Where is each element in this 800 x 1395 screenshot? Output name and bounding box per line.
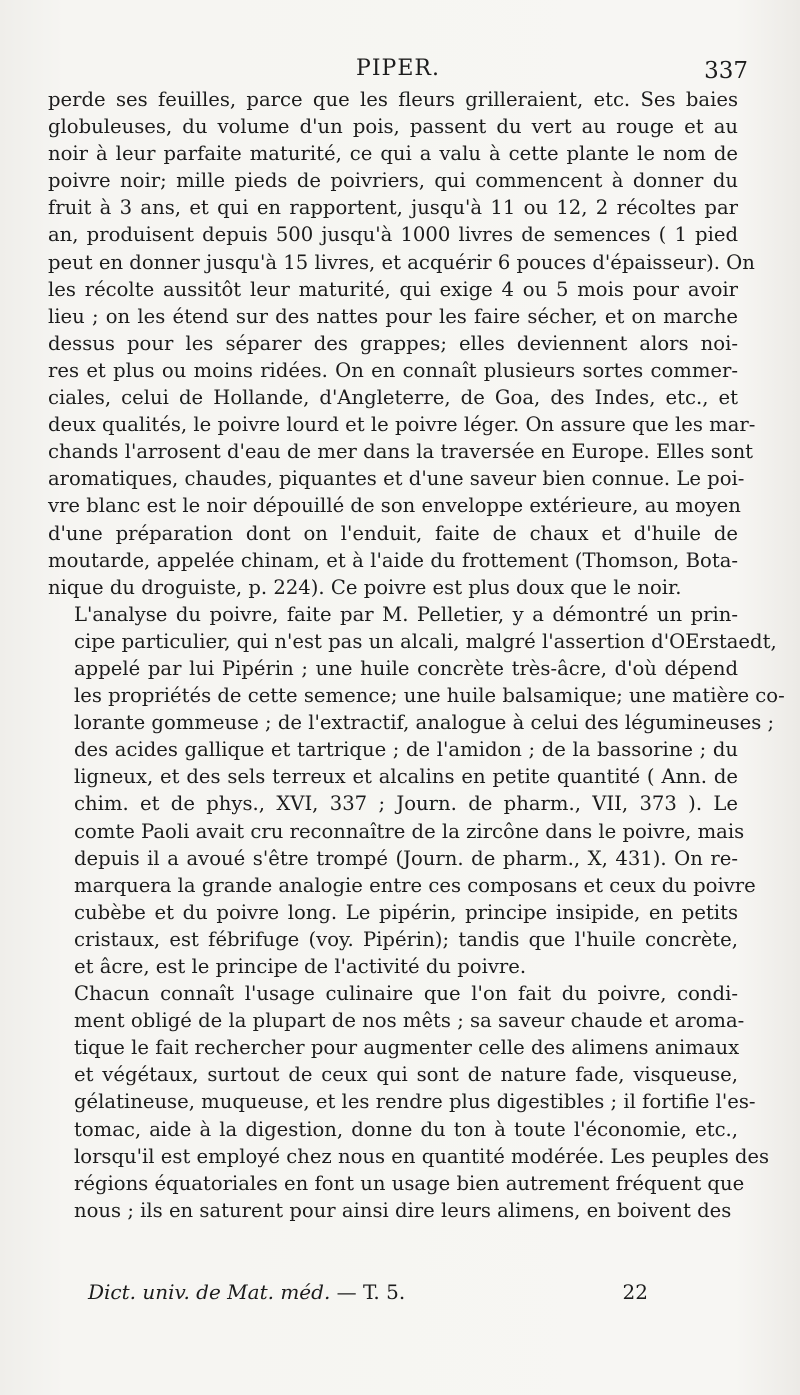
text-line: lorsqu'il est employé chez nous en quantité modérée. Les peuples des [74,1144,770,1168]
text-line: ment obligé de la plupart de nos mêts ; sa saveur chaude et aroma- [74,1009,745,1033]
text-line: régions équatoriales en font un usage bien autrement fréquent que [74,1171,745,1195]
text-line: nique du droguiste, p. 224). Ce poivre est plus doux que le noir. [48,575,682,599]
text-line: gélatineuse, muqueuse, et les rendre plus digestibles ; il fortifie l'es- [74,1090,756,1114]
text-line: cubèbe et du poivre long. Le pipérin, principe insipide, en petits [74,900,738,924]
text-line: cristaux, est fébrifuge (voy. Pipérin); tandis que l'huile concrète, [74,927,738,951]
signature-volume: — T. 5. [336,1280,406,1304]
signature-title: Dict. univ. de Mat. méd. [88,1280,331,1304]
text-line: noir à leur parfaite maturité, ce qui a valu à cette plante le nom de [48,142,738,166]
text-line: fruit à 3 ans, et qui en rapportent, jusqu'à 11 ou 12, 2 récoltes par [48,196,738,220]
text-line: lorante gommeuse ; de l'extractif, analogue à celui des légumineuses ; [74,711,775,735]
text-line: les propriétés de cette semence; une huile balsamique; une matière co- [74,684,785,708]
text-line: chands l'arrosent d'eau de mer dans la traversée en Europe. Elles sont [48,440,754,464]
text-line: L'analyse du poivre, faite par M. Pelletier, y a démontré un prin- [74,602,738,626]
text-line: perde ses feuilles, parce que les fleurs grilleraient, etc. Ses baies [48,88,738,111]
paragraph-pepper-analysis [48,601,785,980]
text-line: lieu ; on les étend sur des nattes pour les faire sécher, et on marche [48,304,738,328]
page-footer [88,1280,648,1310]
text-line: ciales, celui de Hollande, d'Angleterre, de Goa, des Indes, etc., et [48,386,738,410]
text-line: chim. et de phys., XVI, 337 ; Journ. de pharm., VII, 373 ). Le [74,792,738,816]
body-text [48,86,785,1224]
text-line: les récolte aussitôt leur maturité, qui exige 4 ou 5 mois pour avoir [48,277,738,301]
text-line: vre blanc est le noir dépouillé de son enveloppe extérieure, au moyen [48,494,741,518]
paragraph-pepper-cultivation [48,86,756,601]
text-line: marquera la grande analogie entre ces composans et ceux du poivre [74,873,756,897]
running-title: PIPER. [356,56,440,81]
text-line: res et plus ou moins ridées. On en connaît plusieurs sortes commer- [48,358,738,382]
text-line: appelé par lui Pipérin ; une huile concrète très-âcre, d'où dépend [74,656,738,680]
footer-signature [88,1280,405,1304]
page-number: 337 [704,58,748,84]
text-line: cipe particulier, qui n'est pas un alcali, malgré l'assertion d'OErstaedt, [74,629,777,653]
text-line: depuis il a avoué s'être trompé (Journ. de pharm., X, 431). On re- [74,846,738,870]
text-line: deux qualités, le poivre lourd et le poivre léger. On assure que les mar- [48,413,756,437]
text-line: ligneux, et des sels terreux et alcalins en petite quantité ( Ann. de [74,765,738,789]
text-line: poivre noir; mille pieds de poivriers, qui commencent à donner du [48,169,738,193]
text-line: et âcre, est le principe de l'activité du poivre. [74,955,527,978]
text-line: tomac, aide à la digestion, donne du ton à toute l'économie, etc., [74,1117,738,1141]
text-line: an, produisent depuis 500 jusqu'à 1000 livres de semences ( 1 pied [48,223,738,247]
sheet-mark: 22 [622,1280,648,1304]
paragraph-culinary-use [48,980,770,1224]
text-line: tique le fait rechercher pour augmenter celle des alimens animaux [74,1036,740,1060]
text-line: comte Paoli avait cru reconnaître de la zircône dans le poivre, mais [74,819,745,843]
text-line: et végétaux, surtout de ceux qui sont de nature fade, visqueuse, [74,1063,738,1087]
text-line: dessus pour les séparer des grappes; elles deviennent alors noi- [48,331,738,355]
text-line: nous ; ils en saturent pour ainsi dire leurs alimens, en boivent des [74,1198,732,1222]
text-line: globuleuses, du volume d'un pois, passent du vert au rouge et au [48,115,738,139]
text-line: d'une préparation dont on l'enduit, faite de chaux et d'huile de [48,521,738,545]
text-line: Chacun connaît l'usage culinaire que l'on fait du poivre, condi- [74,982,738,1006]
text-line: peut en donner jusqu'à 15 livres, et acquérir 6 pouces d'épaisseur). On [48,250,755,274]
text-line: des acides gallique et tartrique ; de l'amidon ; de la bassorine ; du [74,738,738,762]
text-line: moutarde, appelée chinam, et à l'aide du frottement (Thomson, Bota- [48,548,738,572]
text-line: aromatiques, chaudes, piquantes et d'une saveur bien connue. Le poi- [48,467,745,491]
